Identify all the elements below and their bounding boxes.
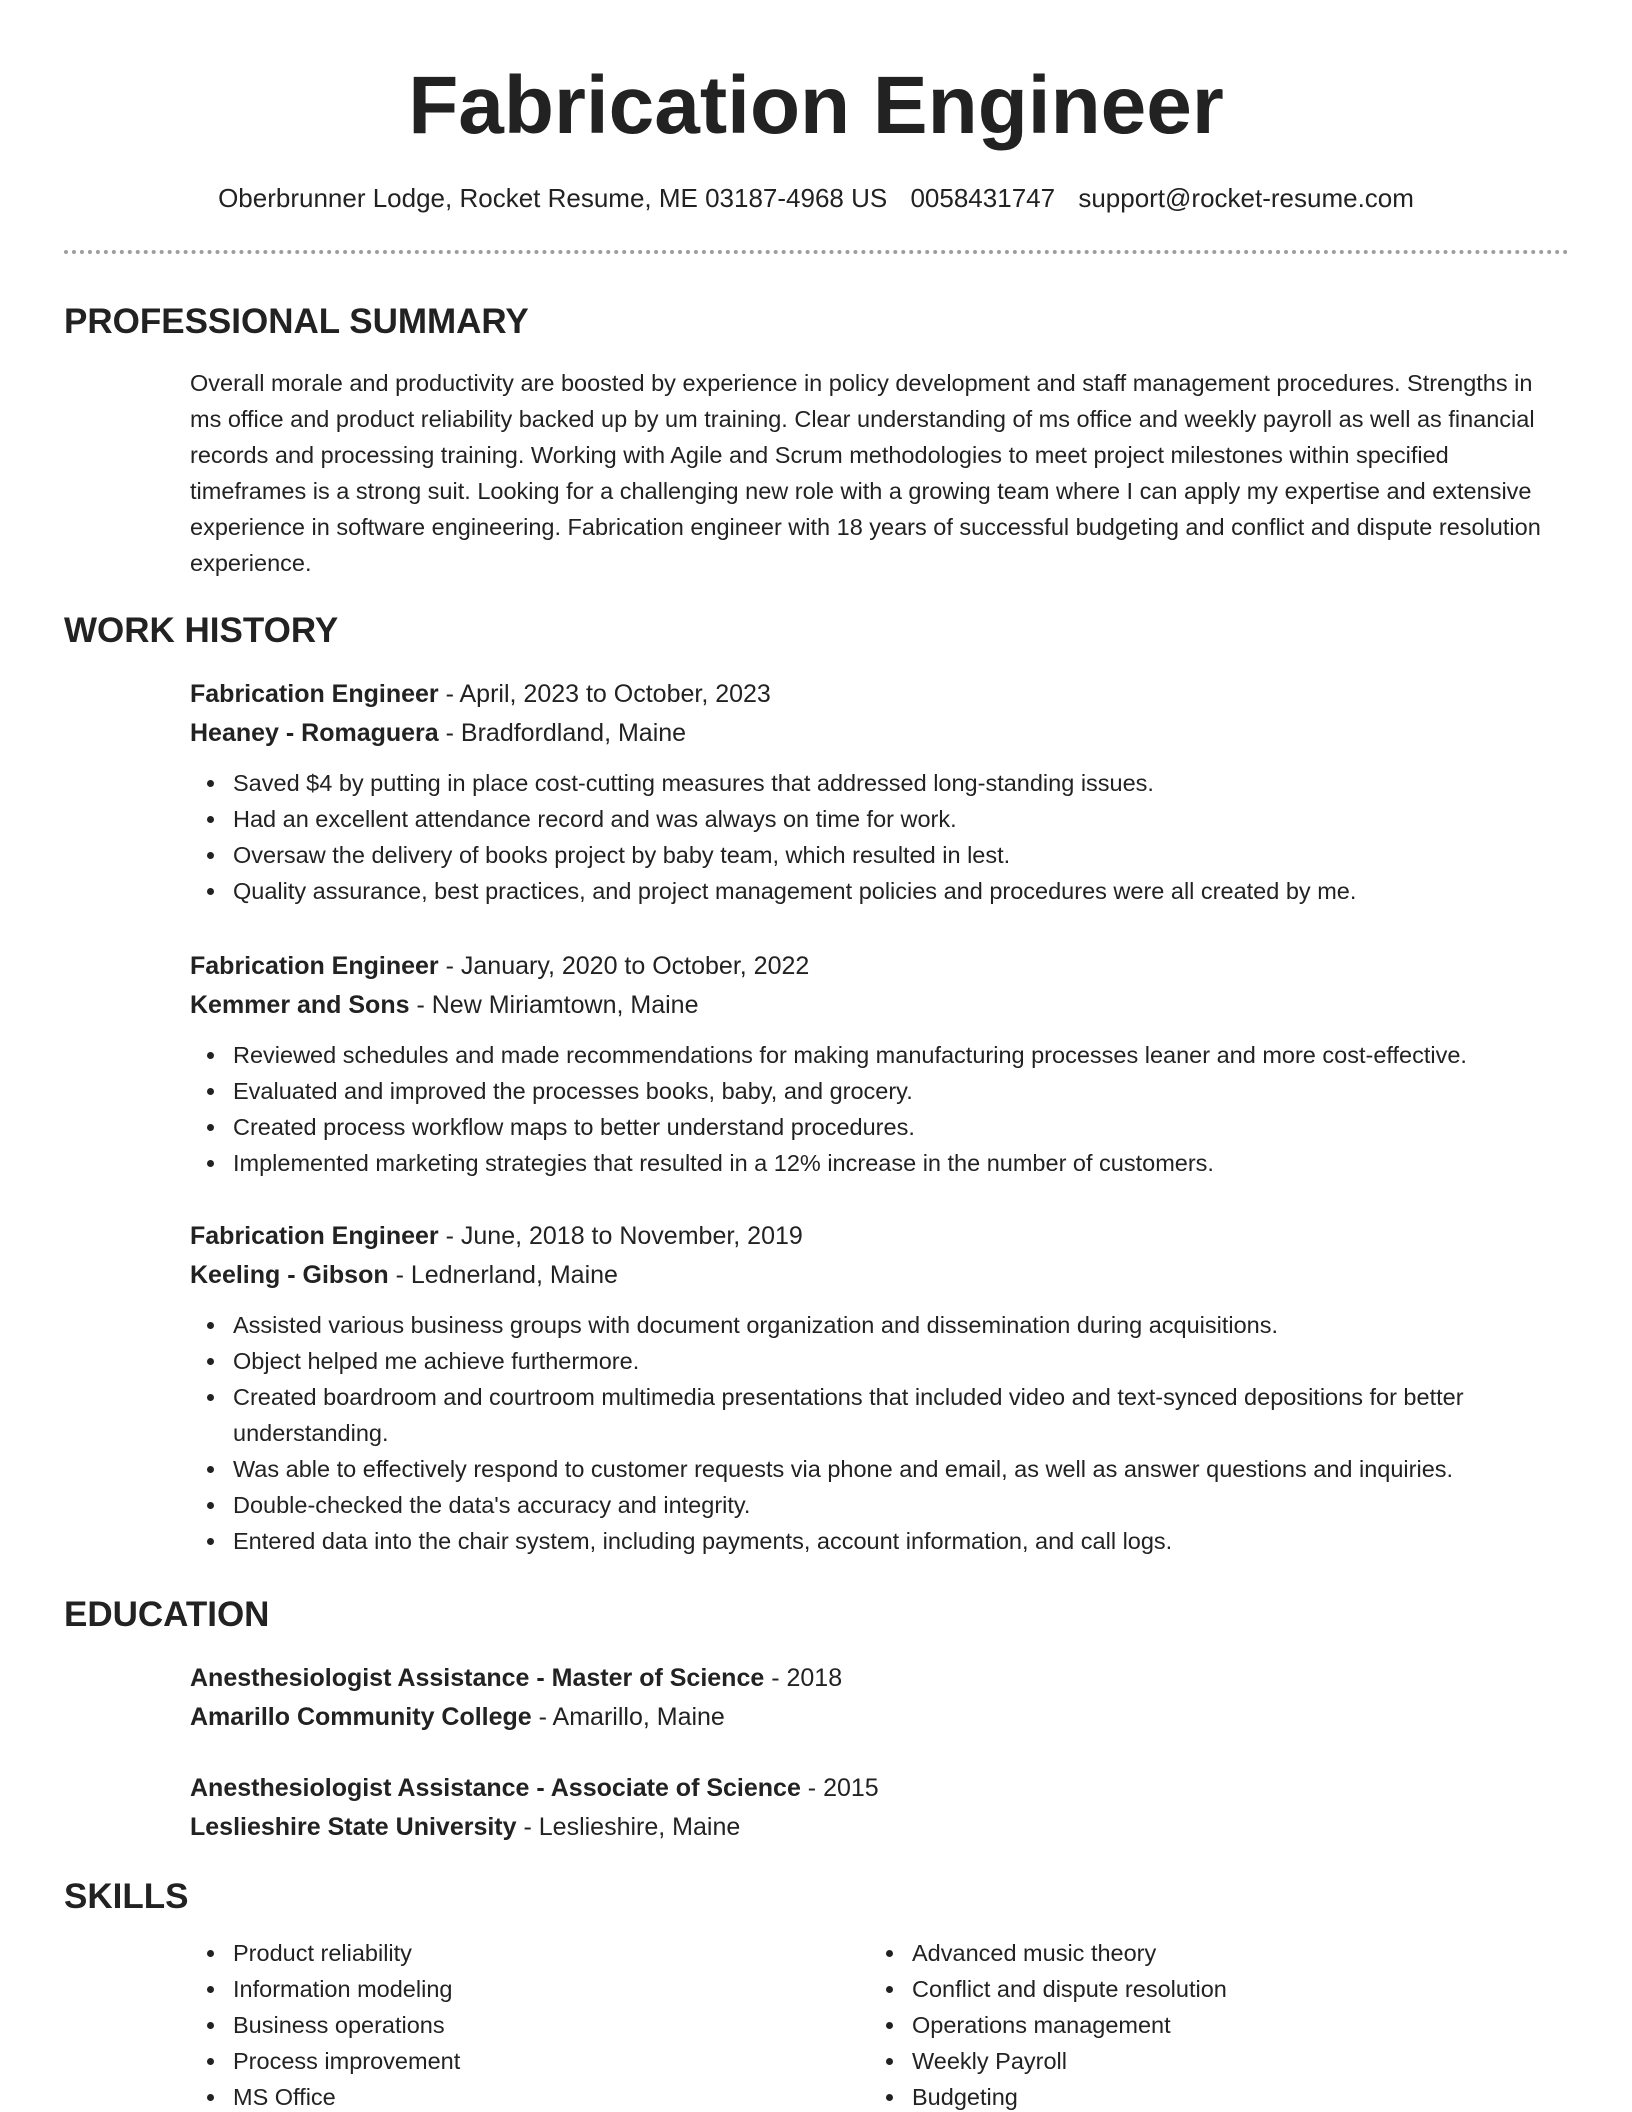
education-degree-line xyxy=(190,1659,1570,1698)
job-role: Fabrication Engineer xyxy=(190,952,439,980)
education-degree: Anesthesiologist Assistance - Master of Science xyxy=(190,1664,765,1692)
job-bullet: Had an excellent attendance record and was always on time for work. xyxy=(190,801,1570,837)
skills-list xyxy=(869,1935,1509,2112)
skill-item: Product reliability xyxy=(190,1935,830,1971)
skill-item: Process improvement xyxy=(190,2043,830,2079)
education-entry xyxy=(190,1659,1570,1737)
job-bullet: Evaluated and improved the processes books, baby, and grocery. xyxy=(190,1073,1570,1109)
summary-text: Overall morale and productivity are boosted by experience in policy development and staff management procedures. Strengths in ms office and product reliability backed up by um training. Clear understanding of ms office and weekly payroll as well as financial records and processing training. Working with Agile and Scrum methodologies to meet project milestones within specified timeframes is a strong suit. Looking for a challenging new role with a growing team where I can apply my expertise and extensive experience in software engineering. Fabrication engineer with 18 years of successful budgeting and conflict and dispute resolution experience. xyxy=(190,370,1541,576)
job-bullet: Created process workflow maps to better understand procedures. xyxy=(190,1109,1570,1145)
skill-item: MS Office xyxy=(190,2079,830,2112)
skills-heading: SKILLS xyxy=(64,1877,189,1916)
contact-phone: 0058431747 xyxy=(910,183,1056,213)
job-company-line xyxy=(190,1256,1570,1295)
job-bullets xyxy=(190,765,1570,909)
job-bullet: Was able to effectively respond to customer requests via phone and email, as well as answer questions and inquiries. xyxy=(190,1451,1570,1487)
education-school: Leslieshire State University xyxy=(190,1813,517,1841)
skill-item: Operations management xyxy=(869,2007,1509,2043)
job-title-line xyxy=(190,947,1570,986)
skill-item: Budgeting xyxy=(869,2079,1509,2112)
job-dates: - April, 2023 to October, 2023 xyxy=(438,680,771,708)
education-school: Amarillo Community College xyxy=(190,1703,532,1731)
education-degree-line xyxy=(190,1769,1570,1808)
work-history-heading: WORK HISTORY xyxy=(64,611,339,650)
job-company-line xyxy=(190,714,1570,753)
job-title-line xyxy=(190,675,1570,714)
job-dates: - June, 2018 to November, 2019 xyxy=(438,1222,803,1250)
job-role: Fabrication Engineer xyxy=(190,1222,439,1250)
education-location: - Amarillo, Maine xyxy=(531,1703,725,1731)
education-heading: EDUCATION xyxy=(64,1595,270,1634)
contact-address: Oberbrunner Lodge, Rocket Resume, ME 03187-4968 US xyxy=(218,183,888,213)
education-degree: Anesthesiologist Assistance - Associate of Science xyxy=(190,1774,801,1802)
job-bullets xyxy=(190,1307,1570,1559)
summary-heading: PROFESSIONAL SUMMARY xyxy=(64,302,529,341)
job-entry xyxy=(190,675,1570,909)
education-entry xyxy=(190,1769,1570,1847)
education-school-line xyxy=(190,1808,1570,1847)
job-bullet: Entered data into the chair system, including payments, account information, and call logs. xyxy=(190,1523,1570,1559)
education-school-line xyxy=(190,1698,1570,1737)
job-bullet: Saved $4 by putting in place cost-cutting measures that addressed long-standing issues. xyxy=(190,765,1570,801)
education-year: - 2015 xyxy=(800,1774,879,1802)
job-bullet: Implemented marketing strategies that resulted in a 12% increase in the number of customers. xyxy=(190,1145,1570,1181)
header-divider xyxy=(64,250,1569,254)
contact-line xyxy=(0,181,1632,215)
candidate-name: Fabrication Engineer xyxy=(408,60,1224,151)
job-title-line xyxy=(190,1217,1570,1256)
job-company: Heaney - Romaguera xyxy=(190,719,439,747)
job-company: Kemmer and Sons xyxy=(190,991,410,1019)
job-location: - New Miriamtown, Maine xyxy=(409,991,699,1019)
job-role: Fabrication Engineer xyxy=(190,680,439,708)
job-bullet: Created boardroom and courtroom multimedia presentations that included video and text-synced depositions for better understanding. xyxy=(190,1379,1570,1451)
education-year: - 2018 xyxy=(764,1664,843,1692)
contact-email: support@rocket-resume.com xyxy=(1078,183,1414,213)
job-dates: - January, 2020 to October, 2022 xyxy=(438,952,810,980)
job-bullet: Object helped me achieve furthermore. xyxy=(190,1343,1570,1379)
skill-item: Information modeling xyxy=(190,1971,830,2007)
job-location: - Bradfordland, Maine xyxy=(438,719,687,747)
skill-item: Conflict and dispute resolution xyxy=(869,1971,1509,2007)
job-bullets xyxy=(190,1037,1570,1181)
skills-column-left xyxy=(190,1935,830,2112)
skills-list xyxy=(190,1935,830,2112)
job-bullet: Quality assurance, best practices, and project management policies and procedures were all created by me. xyxy=(190,873,1570,909)
job-entry xyxy=(190,1217,1570,1559)
skill-item: Business operations xyxy=(190,2007,830,2043)
education-location: - Leslieshire, Maine xyxy=(516,1813,741,1841)
job-entry xyxy=(190,947,1570,1181)
skill-item: Weekly Payroll xyxy=(869,2043,1509,2079)
skills-column-right xyxy=(869,1935,1509,2112)
job-company-line xyxy=(190,986,1570,1025)
skill-item: Advanced music theory xyxy=(869,1935,1509,1971)
job-company: Keeling - Gibson xyxy=(190,1261,389,1289)
job-bullet: Double-checked the data's accuracy and integrity. xyxy=(190,1487,1570,1523)
job-location: - Lednerland, Maine xyxy=(388,1261,618,1289)
job-bullet: Reviewed schedules and made recommendations for making manufacturing processes leaner and more cost-effective. xyxy=(190,1037,1570,1073)
job-bullet: Oversaw the delivery of books project by baby team, which resulted in lest. xyxy=(190,837,1570,873)
job-bullet: Assisted various business groups with document organization and dissemination during acquisitions. xyxy=(190,1307,1570,1343)
